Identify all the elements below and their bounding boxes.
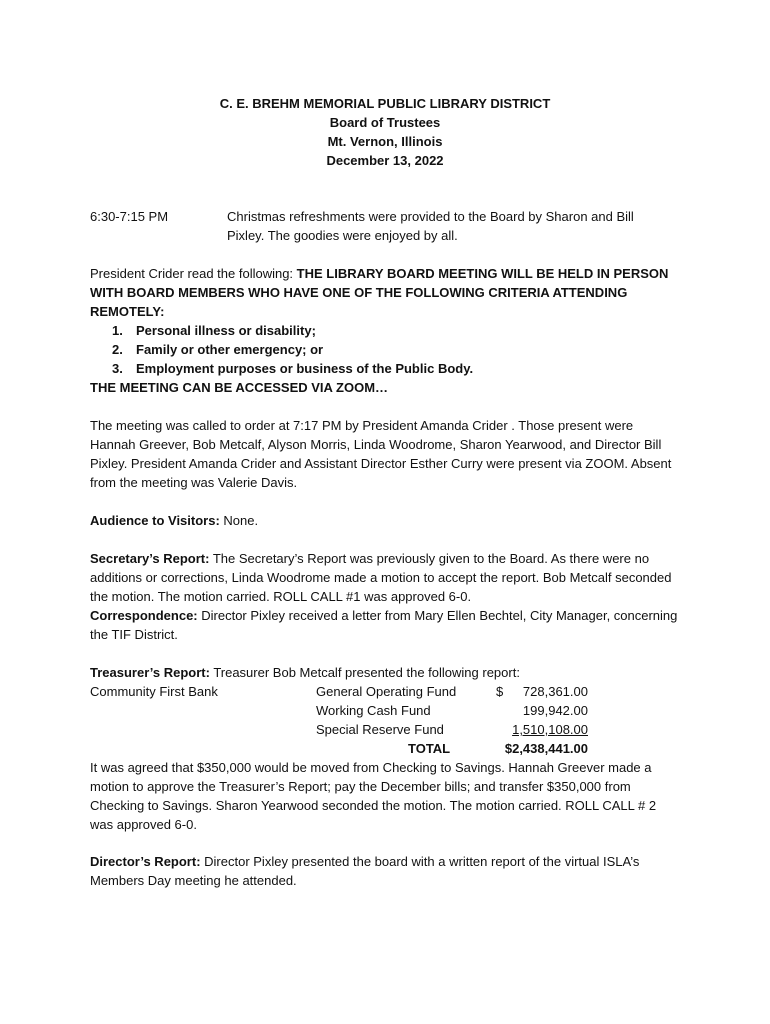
treasurer-text: Treasurer Bob Metcalf presented the following report: <box>209 665 520 680</box>
list-item: 1. Personal illness or disability; <box>112 323 316 338</box>
fund-name: Working Cash Fund <box>316 703 431 718</box>
list-item: 2. Family or other emergency; or <box>112 342 324 357</box>
secretary-section <box>90 549 680 606</box>
total-amount: $2,438,441.00 <box>504 741 588 756</box>
fund-name: General Operating Fund <box>316 684 457 699</box>
notice-intro: President Crider read the following: <box>90 266 297 281</box>
notice-bold-text: THE LIBRARY BOARD MEETING WILL BE HELD IN PERSON WITH BOARD MEMBERS WHO HAVE ONE OF THE FOLLOWING CRITERIA ATTENDING REMOTELY: <box>90 266 669 319</box>
treasurer-followup: It was agreed that $350,000 would be moved from Checking to Savings. Hannah Greever made a motion to approve the Treasurer’s Report; pay the December bills; and transfer $350,000 from Checking to Savings. Sharon Yearwood seconded the motion. The motion carried. ROLL CALL # 2 was approved 6-0. <box>90 760 657 832</box>
treasurer-label: Treasurer’s Report: <box>90 665 210 680</box>
list-item: 3. Employment purposes or business of the Public Body. <box>112 361 474 376</box>
fund-amount: 199,942.00 <box>522 703 588 718</box>
refreshments-line-1: Christmas refreshments were provided to the Board by Sharon and Bill <box>227 209 634 224</box>
criteria-list <box>90 321 680 378</box>
meeting-date: December 13, 2022 <box>326 153 444 168</box>
refreshments-time: 6:30-7:15 PM <box>90 209 169 224</box>
correspondence-label: Correspondence: <box>90 608 198 623</box>
board-name: Board of Trustees <box>329 115 441 130</box>
document-header <box>0 94 770 170</box>
location: Mt. Vernon, Illinois <box>327 134 443 149</box>
audience-text: None. <box>219 513 259 528</box>
zoom-notice: THE MEETING CAN BE ACCESSED VIA ZOOM… <box>90 380 389 395</box>
call-to-order-paragraph: The meeting was called to order at 7:17 PM by President Amanda Crider . Those present were Hannah Greever, Bob Metcalf, Alyson Morris, Linda Woodrome, Sharon Yearwood, and Director Bill Pixley. President Amanda Crider and Assistant Director Esther Curry were present via ZOOM. Absent from the meeting was Valerie Davis. <box>90 418 672 490</box>
audience-section <box>90 511 680 530</box>
treasurer-intro <box>90 663 680 682</box>
fund-amount: 1,510,108.00 <box>512 722 588 737</box>
director-label: Director’s Report: <box>90 854 201 869</box>
refreshments-text <box>227 207 677 245</box>
notice-section <box>90 264 680 397</box>
director-text: Director Pixley presented the board with a written report of the virtual ISLA’s Members Day meeting he attended. <box>90 854 640 888</box>
refreshments-line-2: Pixley. The goodies were enjoyed by all. <box>227 228 458 243</box>
fund-name: Special Reserve Fund <box>316 722 444 737</box>
table-row <box>90 682 680 701</box>
treasury-table <box>90 682 680 758</box>
correspondence-section <box>90 606 680 644</box>
notice-paragraph <box>90 264 680 321</box>
secretary-text: The Secretary’s Report was previously given to the Board. As there were no additions or corrections, Linda Woodrome made a motion to accept the report. Bob Metcalf seconded the motion. The motion carried. ROLL CALL #1 was approved 6-0. <box>90 551 672 604</box>
total-row <box>90 739 680 758</box>
library-name: C. E. BREHM MEMORIAL PUBLIC LIBRARY DISTRICT <box>219 96 551 111</box>
table-row <box>90 720 680 739</box>
bank-name: Community First Bank <box>90 684 218 699</box>
director-section <box>90 852 680 890</box>
secretary-label: Secretary’s Report: <box>90 551 210 566</box>
audience-label: Audience to Visitors: <box>90 513 220 528</box>
correspondence-text: Director Pixley received a letter from Mary Ellen Bechtel, City Manager, concerning the TIF District. <box>90 608 678 642</box>
dollar-sign: $ <box>496 684 504 699</box>
table-row <box>90 701 680 720</box>
total-label: TOTAL <box>408 741 451 756</box>
fund-amount: 728,361.00 <box>522 684 588 699</box>
